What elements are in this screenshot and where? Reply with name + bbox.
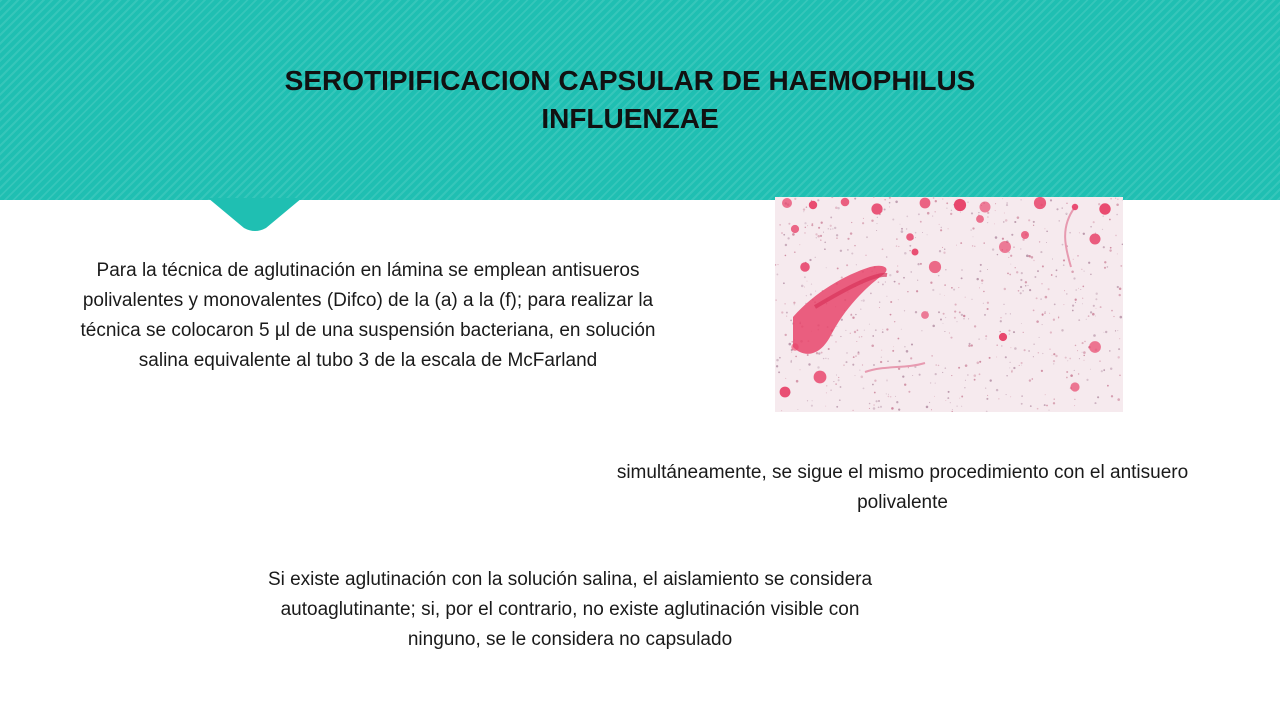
stained-cell	[999, 333, 1007, 341]
stained-cell	[921, 311, 929, 319]
banner-pointer	[208, 198, 302, 232]
stained-cell	[800, 262, 810, 272]
stained-cell	[920, 198, 931, 209]
stained-cell	[791, 225, 799, 233]
paragraph-conclusion: Si existe aglutinación con la solución salina, el aislamiento se considera autoaglutinante; si, por el contrario, no existe aglutinación visible con ninguno, se le considera no capsulado	[267, 569, 873, 650]
stained-cell	[841, 198, 850, 207]
stained-cell	[912, 249, 919, 256]
microscopy-svg	[775, 197, 1123, 412]
title-line-1: SEROTIPIFICACION CAPSULAR DE HAEMOPHILUS	[284, 65, 976, 96]
stained-cell	[1021, 231, 1029, 239]
stained-cell	[809, 201, 817, 209]
stained-cell	[954, 199, 966, 211]
stained-cell	[929, 261, 941, 273]
stained-cell	[976, 215, 984, 223]
stained-cell	[1099, 203, 1110, 214]
stained-cell	[780, 387, 791, 398]
stained-cell	[1070, 382, 1079, 391]
stained-cell	[980, 202, 991, 213]
paragraph-technique: Para la técnica de aglutinación en lámina se emplean antisueros polivalentes y monovalentes (Difco) de la (a) a la (f); para realizar la técnica se colocaron 5 µl de una suspensión bacteriana, en solución salina equivalente al tubo 3 de la escala de McFarland	[80, 260, 656, 371]
stained-cell	[906, 233, 914, 241]
title-line-2: INFLUENZAE	[541, 103, 719, 134]
stained-cell	[791, 343, 798, 350]
stained-cell	[1090, 234, 1101, 245]
stained-cell	[782, 198, 792, 208]
stained-cell	[1089, 341, 1101, 353]
stained-cell	[1072, 204, 1078, 210]
stained-cell	[814, 371, 827, 384]
microscopy-image	[775, 197, 1123, 412]
stained-cell	[999, 241, 1011, 253]
stained-cell	[1034, 197, 1046, 209]
stained-cell	[871, 203, 882, 214]
paragraph-polyvalent: simultáneamente, se sigue el mismo procedimiento con el antisuero polivalente	[616, 462, 1189, 513]
slide-title	[160, 62, 1100, 138]
